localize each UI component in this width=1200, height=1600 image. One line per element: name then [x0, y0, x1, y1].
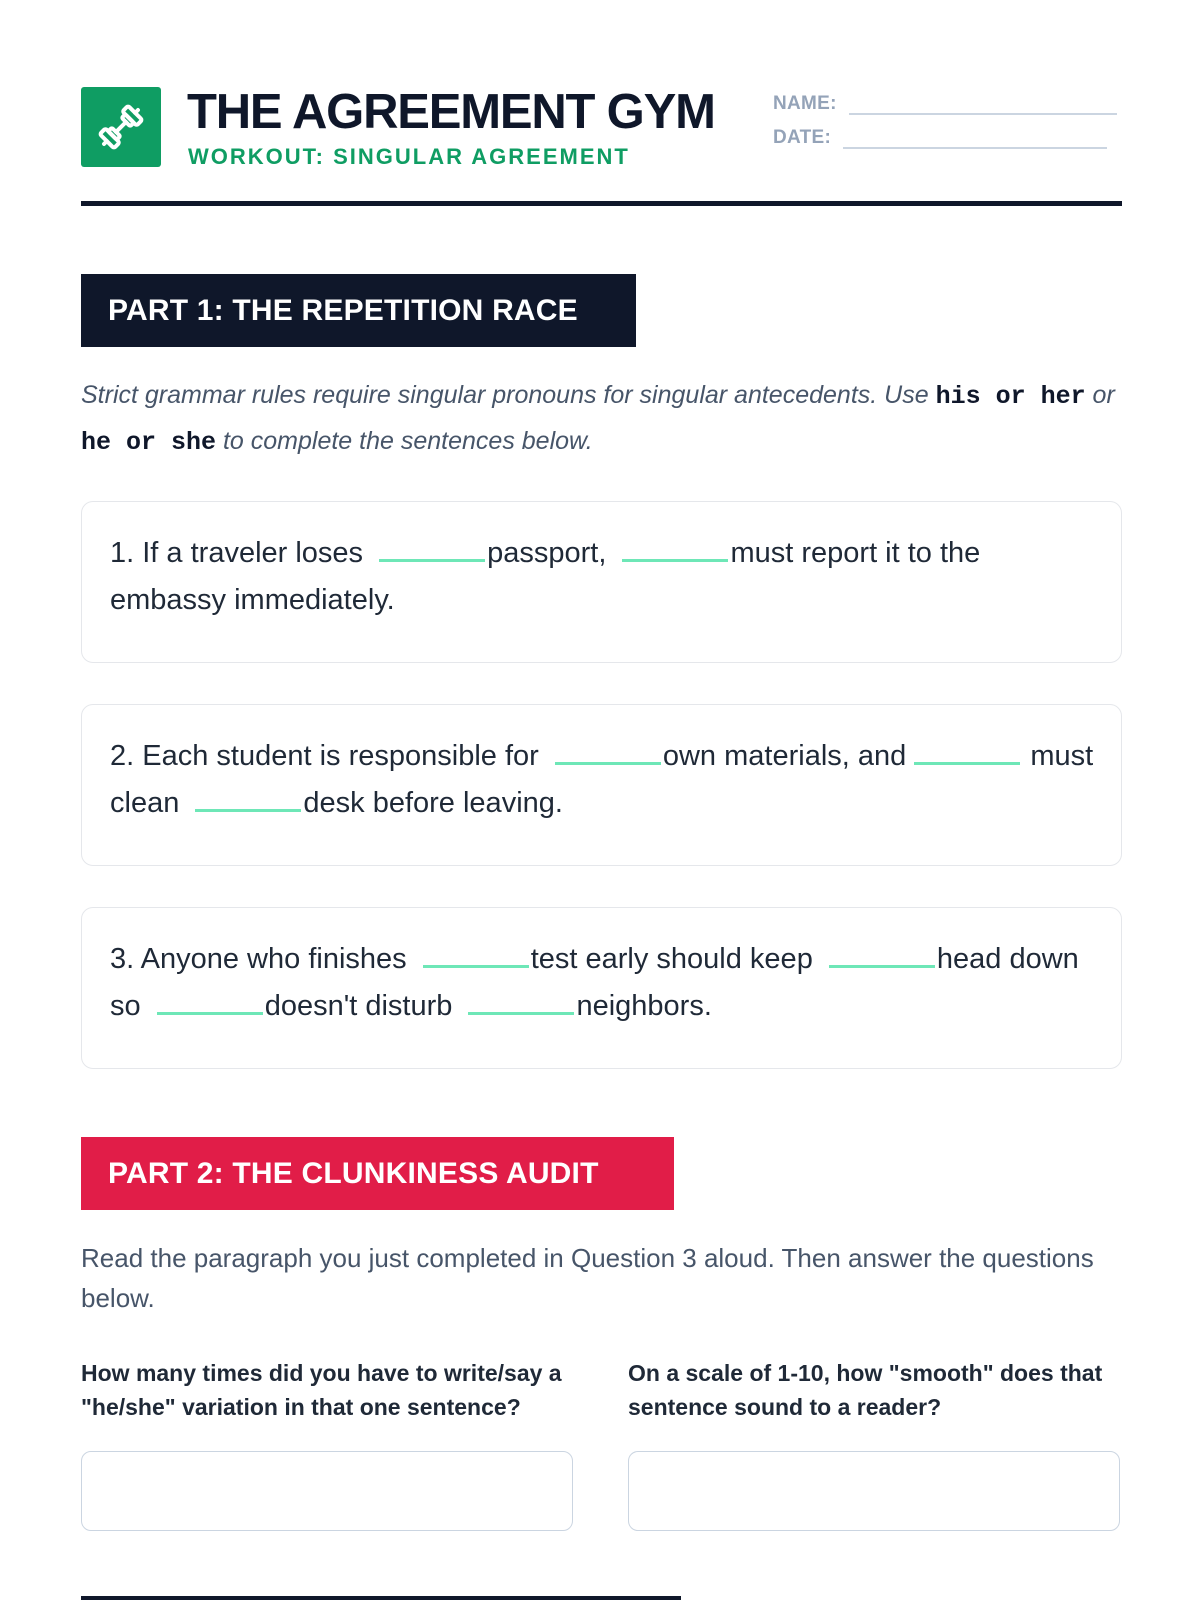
question-text-segment: passport, — [487, 537, 615, 569]
question-text-segment: 3. Anyone who finishes — [110, 943, 415, 975]
answer-blank[interactable] — [914, 741, 1020, 765]
answer-blank[interactable] — [157, 991, 263, 1015]
question-card-2 — [81, 704, 1122, 866]
answer-blank[interactable] — [379, 538, 485, 562]
answer-blank[interactable] — [195, 788, 301, 812]
question-left: How many times did you have to write/say a "he/she" variation in that one sentence? — [81, 1360, 562, 1420]
part1-code-his-or-her: his or her — [935, 382, 1086, 411]
question-1-text — [110, 530, 1094, 624]
answer-blank[interactable] — [468, 991, 574, 1015]
part1-intro-text-a: Strict grammar rules require singular pronouns for singular antecedents. Use — [81, 381, 936, 409]
name-label: NAME: — [773, 93, 837, 114]
part1-code-he-or-she: he or she — [81, 428, 217, 457]
next-section-divider — [81, 1596, 681, 1600]
part2-instructions: Read the paragraph you just completed in Question 3 aloud. Then answer the questions below. — [81, 1243, 1094, 1313]
answer-blank[interactable] — [829, 944, 935, 968]
page-subtitle: WORKOUT: SINGULAR AGREEMENT — [188, 144, 630, 169]
question-text-segment: must report it to the embassy immediately. — [110, 537, 981, 616]
date-label: DATE: — [773, 127, 832, 148]
question-text-segment: neighbors. — [576, 990, 712, 1022]
part1-instructions — [81, 373, 1122, 465]
answer-box-right[interactable] — [628, 1451, 1120, 1531]
answer-blank[interactable] — [622, 538, 728, 562]
part1-heading: PART 1: THE REPETITION RACE — [81, 274, 636, 347]
question-text-segment: must clean — [110, 740, 1094, 819]
question-2-text — [110, 733, 1094, 827]
part1-intro-text-b: or — [1085, 381, 1115, 409]
question-text-segment: desk before leaving. — [303, 787, 563, 819]
answer-box-left[interactable] — [81, 1451, 573, 1531]
question-text-segment: doesn't disturb — [264, 990, 461, 1022]
question-right: On a scale of 1-10, how "smooth" does that sentence sound to a reader? — [628, 1360, 1103, 1420]
question-text-segment: test early should keep — [530, 943, 821, 975]
date-field[interactable] — [843, 147, 1107, 149]
name-row — [773, 93, 1117, 115]
date-row — [773, 127, 1107, 149]
worksheet-header — [81, 87, 1122, 207]
dumbbell-icon — [95, 101, 147, 153]
question-card-1 — [81, 501, 1122, 663]
page-title: THE AGREEMENT GYM — [187, 85, 715, 139]
header-divider — [81, 201, 1122, 206]
question-text-segment: own materials, and — [662, 740, 907, 772]
part2-heading: PART 2: THE CLUNKINESS AUDIT — [81, 1137, 674, 1210]
logo-badge — [81, 87, 161, 167]
question-3-text — [110, 936, 1094, 1030]
part1-intro-text-c: to complete the sentences below. — [216, 427, 593, 455]
answer-blank[interactable] — [555, 741, 661, 765]
question-text-segment: head down so — [110, 943, 1079, 1022]
answer-blank[interactable] — [423, 944, 529, 968]
question-text-segment: 2. Each student is responsible for — [110, 740, 547, 772]
question-text-segment: 1. If a traveler loses — [110, 537, 372, 569]
name-field[interactable] — [849, 113, 1117, 115]
question-card-3 — [81, 907, 1122, 1069]
